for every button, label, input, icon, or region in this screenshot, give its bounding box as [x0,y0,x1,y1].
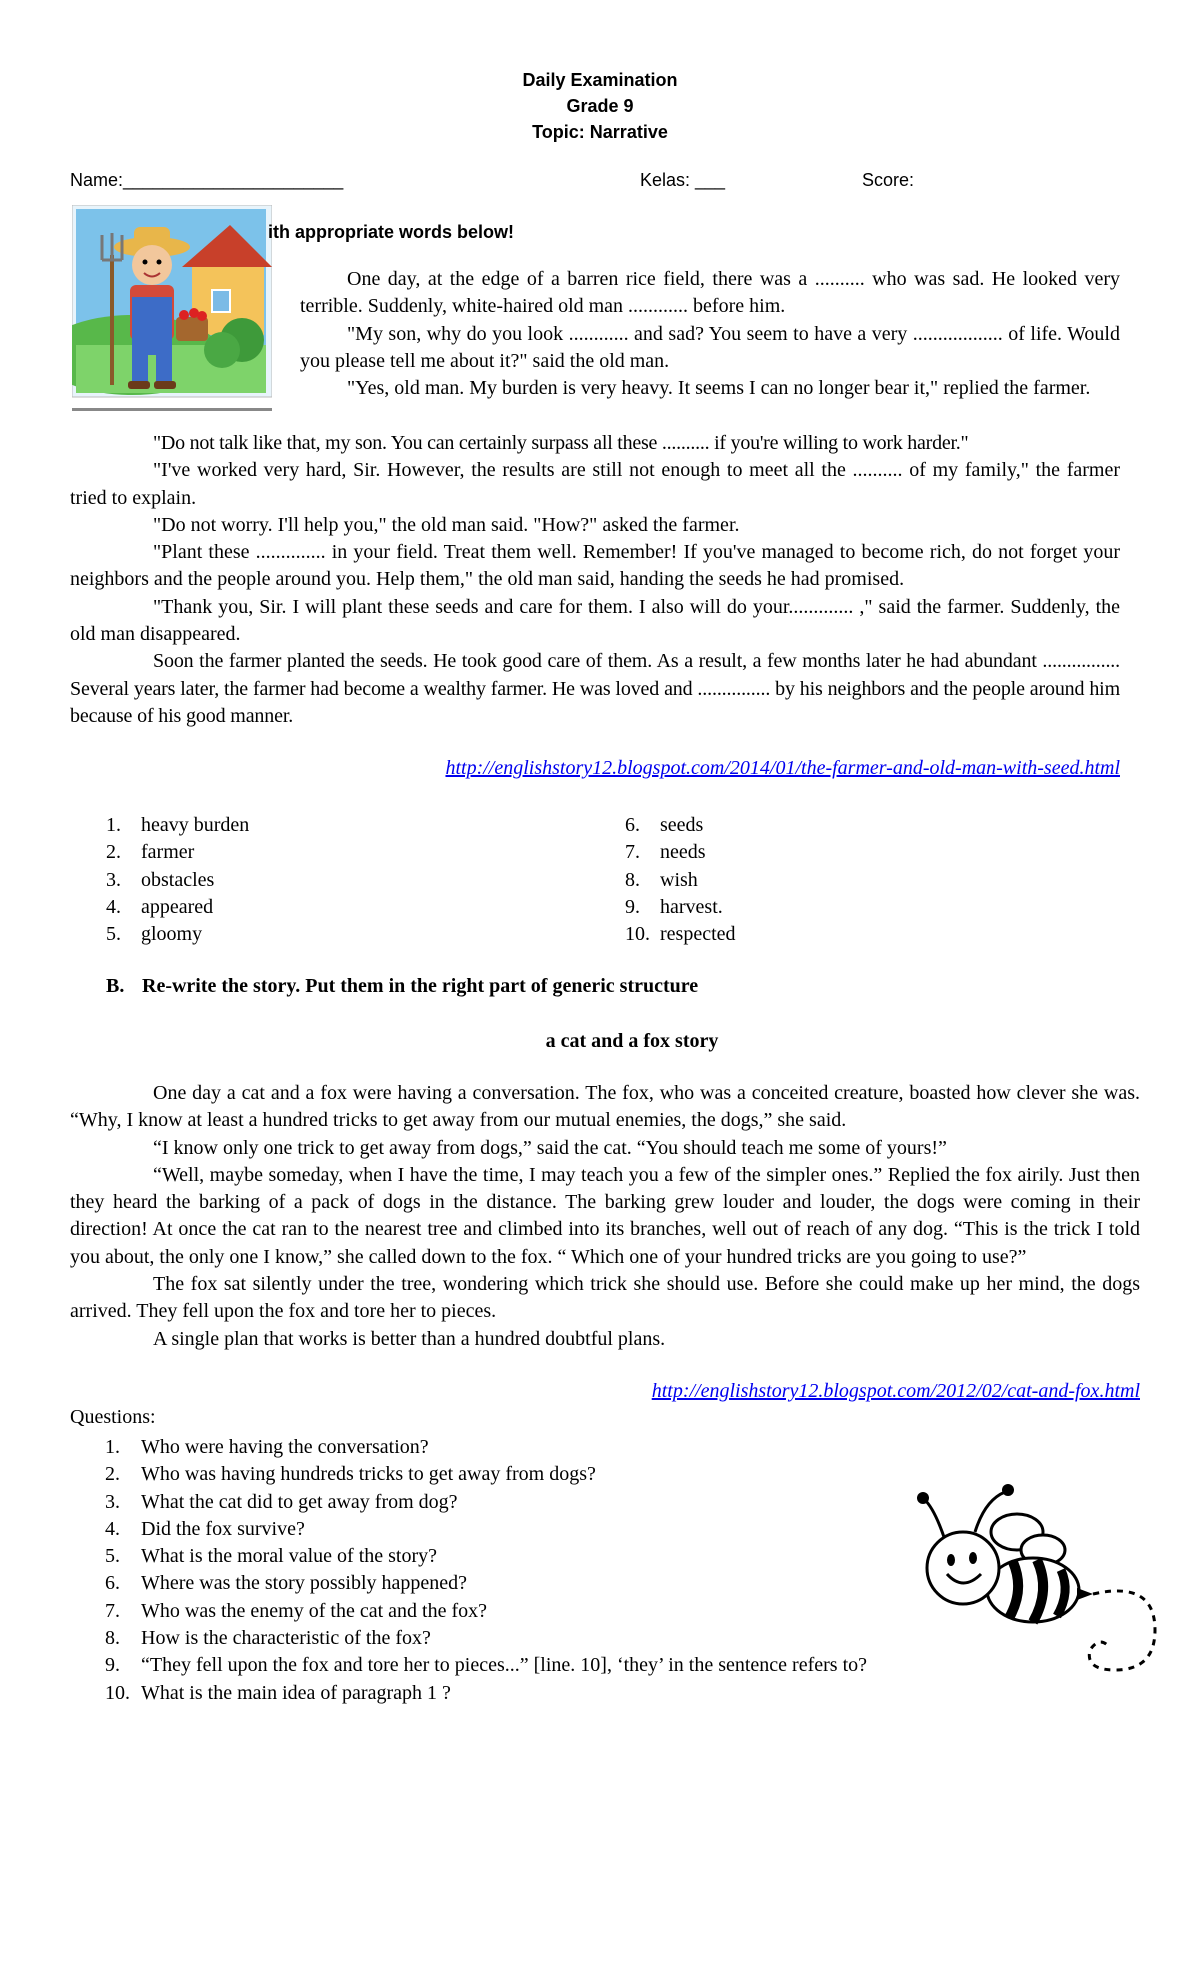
question-item: 5. What is the moral value of the story? [105,1545,438,1568]
word-bank-right [625,812,1025,948]
story-a-paragraph: One day, at the edge of a barren rice field, there was a .......... who was sad. He looked very terrible. Suddenly, white-haired old man ............ before him. [300,268,1120,318]
question-item: 7. Who was the enemy of the cat and the fox? [105,1599,487,1622]
word-bank-left [106,812,506,948]
questions-list [70,1434,867,1707]
score-field[interactable]: Score: [862,170,915,190]
story-a-block [70,430,1120,730]
story-b-paragraph: A single plan that works is better than a hundred doubtful plans. [153,1327,666,1350]
word-item: 6. seeds [625,814,704,836]
question-item: 3. What the cat did to get away from dog? [105,1490,458,1513]
question-item: 6. Where was the story possibly happened? [105,1572,468,1595]
section-b-instruction: Re-write the story. Put them in the right part of generic structure [142,975,699,997]
story-a-paragraph: Soon the farmer planted the seeds. He took good care of them. As a result, a few months later he had abundant ................ Several years later, the farmer had become a wealthy farmer. He was loved and ............... by his neighbors and the people around him because of his good manner. [70,650,1120,727]
question-item: 8. How is the characteristic of the fox? [105,1627,431,1650]
story-b-paragraph: One day a cat and a fox were having a conversation. The fox, who was a conceited creature, boasted how clever she was. “Why, I know at least a hundred tricks to get away from our mutual enemies, the dogs,” she said. [70,1082,1140,1132]
story-b-paragraph: The fox sat silently under the tree, wondering which trick she should use. Before she could make up her mind, the dogs arrived. They fell upon the fox and tore her to pieces. [70,1273,1140,1323]
question-item: 2. Who was having hundreds tricks to get away from dogs? [105,1463,596,1486]
kelas-field[interactable]: Kelas: ___ [640,170,726,190]
source-link-a[interactable]: http://englishstory12.blogspot.com/2014/01/the-farmer-and-old-man-with-seed.html [445,757,1120,779]
story-a-paragraph: "Yes, old man. My burden is very heavy. It seems I can no longer bear it," replied the farmer. [347,377,1091,400]
grade-label: Grade 9 [566,96,634,116]
story-a-paragraph: "My son, why do you look ............ and sad? You seem to have a very .................. of life. Would you please tell me about it?" said the old man. [300,322,1120,372]
question-item: 10. What is the main idea of paragraph 1 ? [105,1681,451,1704]
story-a-paragraph: "Thank you, Sir. I will plant these seeds and care for them. I also will do your............. ," said the farmer. Suddenly, the old man disappeared. [70,595,1120,646]
question-item: 1. Who were having the conversation? [105,1436,429,1458]
word-item: 4. appeared [106,895,214,918]
word-item: 1. heavy burden [106,814,250,836]
source-link-b-wrap [70,1380,1140,1403]
source-link-b[interactable]: http://englishstory12.blogspot.com/2012/02/cat-and-fox.html [651,1380,1140,1402]
word-item: 5. gloomy [106,923,203,946]
story-b-paragraph: “I know only one trick to get away from dogs,” said the cat. “You should teach me some of yours!” [153,1136,947,1159]
word-item: 7. needs [625,841,706,864]
word-item: 3. obstacles [106,868,215,891]
word-item: 2. farmer [106,841,195,864]
story-a-block-indented [300,266,1120,402]
name-field[interactable]: Name:______________________ [70,170,344,190]
story-a-paragraph: "Do not talk like that, my son. You can certainly surpass all these .......... if you're willing to work harder." [153,432,969,454]
exam-title: Daily Examination [522,70,678,90]
section-b-label: B. [106,975,125,997]
bee-image [905,1470,1170,1695]
word-item: 9. harvest. [625,895,723,918]
source-link-a-wrap [70,757,1120,780]
story-b-block [70,1080,1140,1353]
farmer-image [72,205,272,413]
section-a-instruction: ith appropriate words below! [268,222,515,242]
word-item: 10. respected [625,923,736,946]
word-item: 8. wish [625,868,698,891]
story-a-paragraph: "I've worked very hard, Sir. However, the results are still not enough to meet all the .......... of my family," the farmer tried to explain. [70,459,1120,509]
story-b-paragraph: “Well, maybe someday, when I have the time, I may teach you a few of the simpler ones.” Replied the fox airily. Just then they heard the barking of a pack of dogs in the distance. The barking grew louder and louder, the dogs were coming in their direction! At once the cat ran to the nearest tree and climbed into its branches, well out of reach of any dog. “This is the trick I told you about, the only one I know,” she called down to the fox. “ Which one of your hundred tricks are you going to use?” [70,1163,1140,1268]
question-item: 4. Did the fox survive? [105,1517,305,1540]
story-b-title: a cat and a fox story [545,1030,719,1052]
topic-label: Topic: Narrative [532,122,668,142]
questions-label: Questions: [70,1406,156,1428]
story-a-paragraph: "Do not worry. I'll help you," the old man said. "How?" asked the farmer. [153,513,740,536]
story-a-paragraph: "Plant these .............. in your field. Treat them well. Remember! If you've managed to become rich, do not forget your neighbors and the people around you. Help them," the old man said, handing the seeds he had promised. [70,541,1120,591]
question-item: 9. “They fell upon the fox and tore her to pieces...” [line. 10], ‘they’ in the sentence refers to? [105,1654,867,1677]
